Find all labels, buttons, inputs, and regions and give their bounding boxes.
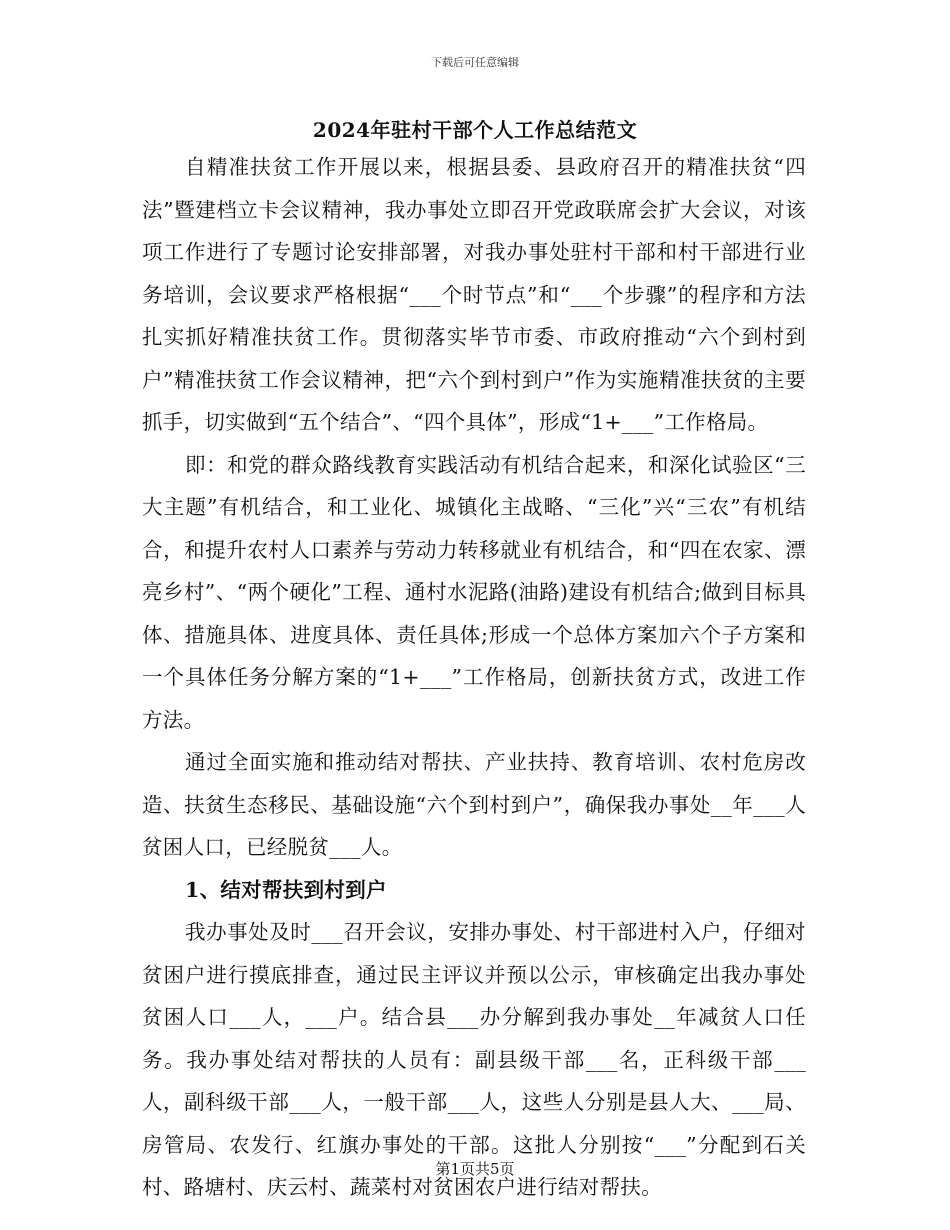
paragraph-pairing-assistance: 我办事处及时___召开会议，安排办事处、村干部进村入户，仔细对贫困户进行摸底排查，通过民主评议并预以公示，审核确定出我办事处贫困人口___人，___户。结合县___办分解到我办事处__年减贫人口任务。我办事处结对帮扶的人员有：副县级干部___名，正科级干部___人，副科级干部___人，一般干部___人，这些人分别是县人大、___局、房管局、农发行、红旗办事处的干部。这批人分别按“___”分配到石关村、路塘村、庆云村、蔬菜村对贫困农户进行结对帮扶。 — [142, 920, 806, 1199]
section-heading: 1、结对帮扶到村到户 — [185, 877, 387, 902]
paragraph-intro: 自精准扶贫工作开展以来，根据县委、县政府召开的精准扶贫“四法”暨建档立卡会议精神，我办事处立即召开党政联席会扩大会议，对该项工作进行了专题讨论安排部署，对我办事处驻村干部和村干部进行业务培训，会议要求严格根据“___个时节点”和“___个步骤”的程序和方法扎实抓好精准扶贫工作。贯彻落实毕节市委、市政府推动“六个到村到户”精准扶贫工作会议精神，把“六个到村到户”作为实施精准扶贫的主要抓手，切实做到“五个结合”、“四个具体”，形成“1+___”工作格局。 — [142, 155, 806, 434]
download-note: 下载后可任意编辑 — [431, 56, 519, 69]
paragraph-combination: 即：和党的群众路线教育实践活动有机结合起来，和深化试验区“三大主题”有机结合，和工业化、城镇化主战略、“三化”兴“三农”有机结合，和提升农村人口素养与劳动力转移就业有机结合，和“四在农家、漂亮乡村”、“两个硬化”工程、通村水泥路(油路)建设有机结合;做到目标具体、措施具体、进度具体、责任具体;形成一个总体方案加六个子方案和一个具体任务分解方案的“1+___”工作格局，创新扶贫方式，改进工作方法。 — [142, 452, 806, 732]
document-body — [142, 146, 806, 1209]
page-number: 第1页共5页 — [435, 1160, 515, 1178]
paragraph-implementation: 通过全面实施和推动结对帮扶、产业扶持、教育培训、农村危房改造、扶贫生态移民、基础设施“六个到村到户”，确保我办事处__年___人贫困人口，已经脱贫___人。 — [142, 750, 806, 859]
document-title: 2024年驻村干部个人工作总结范文 — [312, 118, 638, 142]
